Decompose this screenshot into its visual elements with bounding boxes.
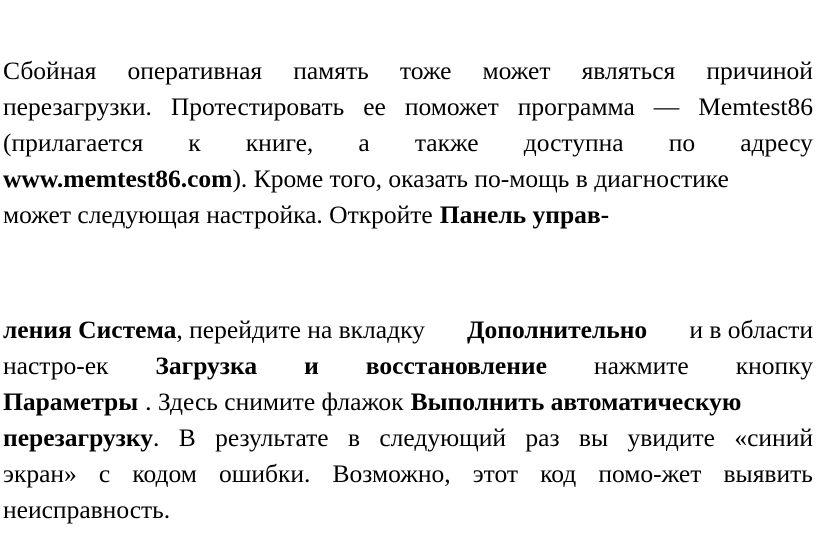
- word: оперативная: [127, 56, 263, 85]
- word: поможет: [404, 92, 499, 121]
- text-run: ). Кроме того, оказать по-мощь в диагностике: [232, 164, 729, 193]
- word: к: [188, 128, 201, 157]
- word: память: [293, 56, 369, 85]
- advanced-tab-term: Дополнительно: [467, 315, 648, 344]
- text-line-10: [3, 456, 813, 492]
- paragraph-bottom: [3, 312, 813, 528]
- memtest-url: www.memtest86.com: [3, 164, 233, 193]
- word: по: [668, 128, 696, 157]
- text-run: .: [153, 423, 160, 452]
- word: программа: [517, 92, 635, 121]
- text-line-11: [3, 492, 813, 528]
- word: адресу: [740, 128, 813, 157]
- paragraph-top: [3, 53, 813, 233]
- word: тоже: [399, 56, 452, 85]
- text-run: и в области: [689, 315, 813, 344]
- word: ошибки.: [218, 459, 311, 488]
- word: Протестировать: [170, 92, 345, 121]
- word: Возможно,: [332, 459, 451, 488]
- word: —: [653, 92, 680, 121]
- text-run: , перейдите на вкладку: [176, 315, 425, 344]
- text-line-5: [3, 197, 813, 233]
- word: ее: [363, 92, 386, 121]
- word-bold: и: [304, 351, 319, 380]
- word: увидите: [627, 423, 715, 452]
- parameters-term: Параметры: [3, 387, 139, 416]
- word: (прилагается: [3, 128, 144, 157]
- word: неисправность.: [3, 495, 171, 524]
- text-run: может следующая настройка. Откройте: [3, 200, 433, 229]
- word: результате: [215, 423, 329, 452]
- word: экран»: [3, 459, 77, 488]
- word: книге,: [245, 128, 314, 157]
- word: настро-ек: [3, 351, 109, 380]
- word: Memtest86: [698, 92, 813, 121]
- text-line-6: [3, 312, 813, 348]
- word: В: [178, 423, 196, 452]
- word: а: [358, 128, 370, 157]
- word: код: [540, 459, 577, 488]
- word: кодом: [132, 459, 197, 488]
- control-panel-term: Панель управ-: [439, 200, 610, 229]
- text-line-3: [3, 125, 813, 161]
- word-bold: восстановление: [365, 351, 547, 380]
- text-group: [3, 420, 159, 456]
- word: кнопку: [735, 351, 813, 380]
- text-group: [3, 312, 425, 348]
- word: этот: [472, 459, 519, 488]
- word: в: [347, 423, 360, 452]
- word: также: [414, 128, 479, 157]
- text-line-8: [3, 384, 813, 420]
- word: выявить: [723, 459, 813, 488]
- text-line-9: [3, 420, 813, 456]
- text-line-2: [3, 89, 813, 125]
- text-group: [3, 384, 404, 420]
- word: нажмите: [593, 351, 689, 380]
- word: Сбойная: [3, 56, 97, 85]
- word: следующий: [379, 423, 507, 452]
- word: причиной: [706, 56, 813, 85]
- word-bold: Загрузка: [155, 351, 258, 380]
- word: «синий: [734, 423, 813, 452]
- word: являться: [581, 56, 676, 85]
- word: может: [482, 56, 551, 85]
- auto-restart-term: Выполнить автоматическую: [410, 387, 742, 416]
- text-line-1: [3, 53, 813, 89]
- system-term: ления Система: [3, 315, 177, 344]
- word: помо-жет: [598, 459, 702, 488]
- word: перезагрузки.: [3, 92, 152, 121]
- word: вы: [578, 423, 609, 452]
- text-run: . Здесь снимите флажок: [145, 387, 404, 416]
- word: доступна: [523, 128, 624, 157]
- word: раз: [525, 423, 560, 452]
- restart-term: перезагрузку: [3, 423, 154, 452]
- word: с: [98, 459, 111, 488]
- text-line-7: [3, 348, 813, 384]
- text-line-4: [3, 161, 813, 197]
